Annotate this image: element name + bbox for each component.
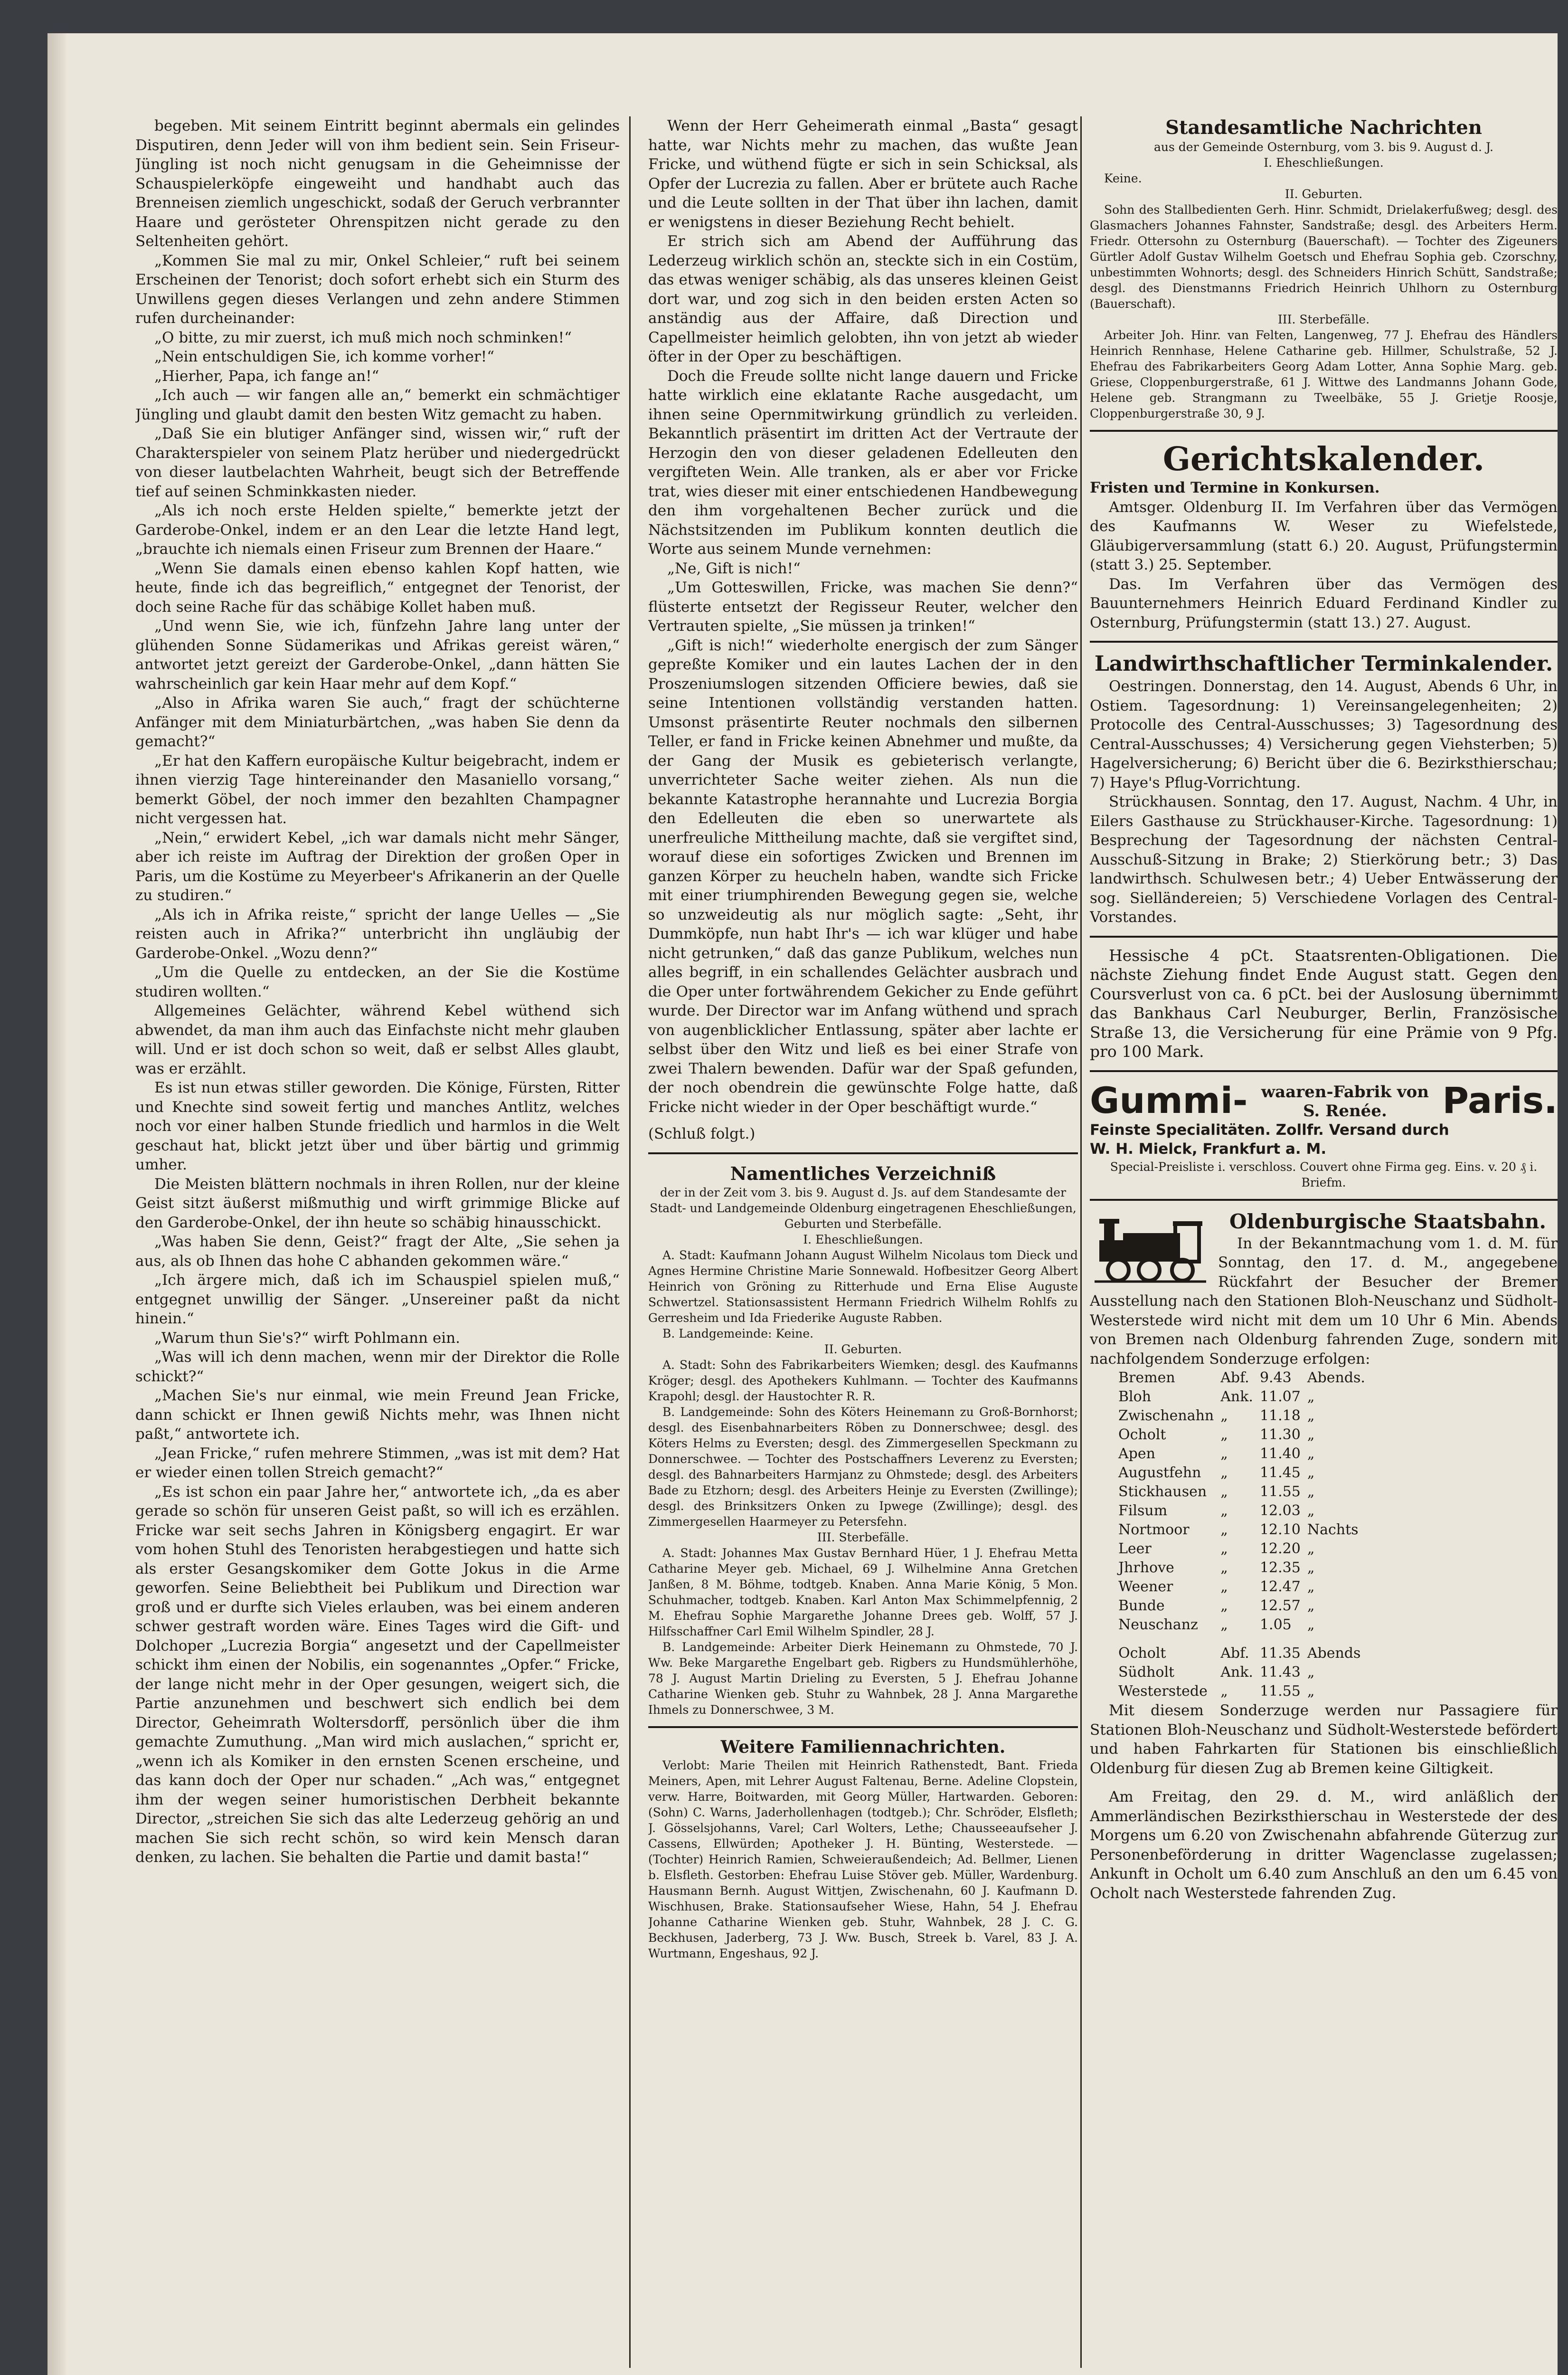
timetable-cell: 11.55	[1259, 1683, 1301, 1700]
timetable-cell: 12.10	[1259, 1521, 1301, 1538]
timetable-cell: Westerstede	[1118, 1683, 1208, 1700]
story-paragraph: „Um die Quelle zu entdecken, an der Sie die Kostüme studiren wollten.“	[135, 964, 620, 1000]
timetable-cell: „	[1220, 1483, 1228, 1500]
timetable-cell: „	[1307, 1464, 1315, 1481]
story-paragraph: „Ich auch — wir fangen alle an,“ bemerkt ein schmächtiger Jüngling und glaubt damit den besten Witz gemacht zu haben.	[135, 387, 620, 423]
story-paragraph: „O bitte, zu mir zuerst, ich muß mich noch schminken!“	[154, 329, 572, 346]
timetable-cell: „	[1307, 1616, 1315, 1633]
verzeichnis-title: Namentliches Verzeichniß	[730, 1162, 996, 1184]
timetable-cell: „	[1307, 1445, 1315, 1462]
bahn-title: Oldenburgische Staatsbahn.	[1229, 1209, 1547, 1233]
bahn-intro: In der Bekanntmachung vom 1. d. M. für Sonntag, den 17. d. M., angegebene Rückfahrt der Besucher der Bremer Ausstellung nach den Stationen Bloh-Neuschanz und Südholt-Westerstede wird nicht mit dem um 10 Uhr 6 Min. Abends von Bremen nach Oldenburg fahrenden Zuge, sondern mit nachfolgendem Sonderzuge erfolgen:	[1090, 1235, 1558, 1368]
timetable-cell: Ocholt	[1118, 1645, 1166, 1662]
timetable-cell: 12.57	[1259, 1597, 1301, 1614]
standesamt-h3: III. Sterbefälle.	[1277, 313, 1370, 326]
divider	[648, 1726, 1078, 1728]
timetable-cell: „	[1220, 1597, 1228, 1614]
timetable-cell: 12.20	[1259, 1540, 1301, 1557]
timetable-cell: Leer	[1118, 1540, 1152, 1557]
standesamt-t3: Arbeiter Joh. Hinr. van Felten, Langenweg, 77 J. Ehefrau des Händlers Heinrich Rennhase, Helene Catharine geb. Hillmer, Schulstraße, 52 J. Ehefrau des Fabrikarbeiters Georg Adam Lotter, Anna Sophie Marg. geb. Griese, Cloppenburgerstraße, 61 J. Wittwe des Landmanns Johann Gode, Helene geb. Strangmann zu Tweelbäke, 55 J. Grietje Roosje, Cloppenburgerstraße 30, 9 J.	[1090, 328, 1558, 420]
gummi-ad	[1090, 1081, 1558, 1190]
familien-text: Verlobt: Marie Theilen mit Heinrich Rathenstedt, Bant. Frieda Meiners, Apen, mit Lehrer August Faltenau, Berne. Adeline Clopstein, verw. Harre, Boitwarden, mit Georg Müller, Hartwarden. Geboren: (Sohn) C. Warns, Jaderhollenhagen (todtgeb.); Chr. Schröder, Elsfleth; J. Gösselsjohanns, Varel; Carl Wolters, Lethe; Chausseeaufseher J. Cassens, Ellwürden; Apotheker J. H. Bünting, Westerstede. — (Tochter) Heinrich Ramien, Schweieraußendeich; Ad. Bellmer, Lienen b. Elsfleth. Gestorben: Ehefrau Luise Stöver geb. Müller, Wardenburg. Hausmann Bernh. August Wittjen, Zwischenahn, 60 J. Kaufmann D. Wischhusen, Brake. Stationsaufseher Wiese, Hahn, 54 J. Ehefrau Johanne Catharine Wienken geb. Stuhr, Wahnbek, 28 J. C. G. Beckhusen, Jaderberg, 73 J. Ww. Busch, Streek b. Varel, 83 J. A. Wurtmann, Engeshaus, 92 J.	[648, 1758, 1078, 1960]
timetable-cell: „	[1307, 1664, 1315, 1681]
timetable-cell: Zwischenahn	[1118, 1407, 1214, 1424]
timetable-row	[1118, 1463, 1372, 1482]
timetable-cell: „	[1220, 1464, 1228, 1481]
timetable-cell: 11.35	[1259, 1645, 1301, 1662]
timetable-row	[1118, 1444, 1372, 1463]
landw-title: Landwirthschaftlicher Terminkalender.	[1094, 652, 1553, 676]
verzeichnis-p3b: B. Landgemeinde: Arbeiter Dierk Heinemann zu Ohmstede, 70 J. Ww. Beke Margarethe Engelbart geb. Rigbers zu Hundsmühlerhöhe, 78 J. August Martin Drieling zu Eversten, 5 J. Ehefrau Johanne Catharine Wienken geb. Stuhr zu Wahnbek, 28 J. Anna Margarethe Ihmels zu Donnerschwee, 3 M.	[648, 1640, 1078, 1717]
standesamt-sub: aus der Gemeinde Osternburg, vom 3. bis 9. August d. J.	[1154, 140, 1493, 154]
timetable	[1118, 1368, 1372, 1701]
verzeichnis-p1b: B. Landgemeinde: Keine.	[662, 1326, 814, 1340]
timetable-cell: „	[1220, 1559, 1228, 1576]
story-paragraph: begeben. Mit seinem Eintritt beginnt abermals ein gelindes Disputiren, denn Jeder will von ihm bedient sein. Sein Friseur-Jüngling ist noch nicht genugsam in die Geheimnisse der Schauspielerköpfe eingeweiht und handhabt auch das Brenneisen ziemlich ungeschickt, sodaß der Geruch verbrannter Haare und gerösteter Ohrenspitzen nicht gerade zu den Seltenheiten gehört.	[135, 117, 620, 250]
timetable-row	[1118, 1520, 1372, 1539]
story-paragraph: „Machen Sie's nur einmal, wie mein Freund Jean Fricke, dann schickt er Ihnen gewiß Nichts mehr, was Ihnen nicht paßt,“ antwortete ich.	[135, 1387, 620, 1443]
timetable-cell: Weener	[1118, 1578, 1173, 1595]
timetable-cell: Abf.	[1220, 1369, 1249, 1386]
timetable-row	[1118, 1558, 1372, 1577]
verzeichnis-intro: der in der Zeit vom 3. bis 9. August d. Js. auf dem Standesamte der Stadt- und Landgemeinde Oldenburg eingetragenen Eheschließungen, Geburten und Sterbefälle.	[650, 1185, 1077, 1231]
story-paragraph: „Ich ärgere mich, daß ich im Schauspiel spielen muß,“ entgegnet unwillig der Sänger. „Unsereiner paßt da nicht hinein.“	[135, 1272, 620, 1327]
timetable-cell: „	[1307, 1559, 1315, 1576]
timetable-cell: „	[1307, 1578, 1315, 1595]
gericht-t2: Das. Im Verfahren über das Vermögen des Bauunternehmers Heinrich Eduard Ferdinand Kindler zu Osternburg, Prüfungstermin (statt 13.) 27. August.	[1090, 575, 1558, 631]
landw-t1: Oestringen. Donnerstag, den 14. August, Abends 6 Uhr, in Ostiem. Tagesordnung: 1) Vereinsangelegenheiten; 2) Protocolle des Central-Ausschusses; 3) Tagesordnung des Central-Ausschusses; 4) Versicherung gegen Viehsterben; 5) Hagelversicherung; 6) Bericht über die 6. Bezirksthierschau; 7) Haye's Pflug-Vorrichtung.	[1090, 678, 1558, 791]
story-paragraph: „Ne, Gift is nich!“	[667, 560, 801, 577]
story-paragraph: „Und wenn Sie, wie ich, fünfzehn Jahre lang unter der glühenden Sonne Südamerikas und Afrikas gereist wären,“ antwortet jetzt gereizt der Garderobe-Onkel, „dann hätten Sie wahrscheinlich gar kein Haar mehr auf dem Kopf.“	[135, 618, 620, 693]
timetable-cell: 11.40	[1259, 1445, 1301, 1462]
familien-section	[648, 1737, 1078, 1961]
landw-section	[1090, 651, 1558, 927]
timetable-row	[1118, 1482, 1372, 1501]
gummi-paris: Paris.	[1442, 1079, 1558, 1121]
timetable-row	[1118, 1663, 1372, 1682]
timetable-cell: „	[1220, 1502, 1228, 1519]
story-paragraph: „Wenn Sie damals einen ebenso kahlen Kopf hatten, wie heute, finde ich das begreiflich,“ entgegnet der Tenorist, der doch seine Rache für das schäbige Kollet haben muß.	[135, 560, 620, 616]
timetable-cell: 11.45	[1259, 1464, 1301, 1481]
bahn-after: Mit diesem Sonderzuge werden nur Passagiere für Stationen Bloh-Neuschanz und Südholt-Westerstede befördert und haben Fahrkarten für Stationen bis einschließlich Oldenburg für diesen Zug ab Bremen keine Giltigkeit.	[1090, 1702, 1558, 1777]
timetable-cell: Nachts	[1307, 1521, 1359, 1538]
column-divider	[629, 116, 631, 2368]
gericht-section	[1090, 440, 1558, 632]
story-paragraph: Die Meisten blättern nochmals in ihren Rollen, nur der kleine Geist sitzt äußerst mißmuthig und wirft grimmige Blicke auf den Garderobe-Onkel, der ihn heute so schäbig hinausschickt.	[135, 1175, 620, 1231]
story-paragraph: „Was haben Sie denn, Geist?“ fragt der Alte, „Sie sehen ja aus, als ob Ihnen das hohe C abhanden gekommen wäre.“	[135, 1233, 620, 1270]
timetable-cell: „	[1220, 1683, 1228, 1700]
story-paragraph: „Hierher, Papa, ich fange an!“	[154, 367, 379, 385]
verzeichnis-p1: A. Stadt: Kaufmann Johann August Wilhelm Nicolaus tom Dieck und Agnes Hermine Christine Marie Sonnewald. Hofbesitzer Georg Albert Heinrich von Gröning zu Ritterhude und Erna Elise Auguste Schwertzel. Stationsassistent Hermann Friedrich Wilhelm Rohlfs zu Gerresheim und Ida Friederike Auguste Rabben.	[648, 1248, 1078, 1325]
standesamt-t1: Keine.	[1104, 171, 1142, 185]
timetable-cell: Stickhausen	[1118, 1483, 1207, 1500]
bahn-section	[1090, 1209, 1558, 1903]
standesamt-h2: II. Geburten.	[1285, 187, 1363, 201]
bahn-freitag: Am Freitag, den 29. d. M., wird anläßlich der Ammerländischen Bezirksthierschau in Westerstede der des Morgens um 6.20 von Zwischenahn abfahrende Güterzug zur Personenbeförderung in dritter Wagenclasse zugelassen; Ankunft in Ocholt um 6.40 zum Anschluß an den um 6.45 von Ocholt nach Westerstede fahrenden Zug.	[1090, 1788, 1558, 1902]
timetable-cell: Filsum	[1118, 1502, 1168, 1519]
standesamt-h1: I. Eheschließungen.	[1264, 156, 1384, 170]
gericht-title: Gerichtskalender.	[1162, 440, 1485, 478]
standesamt-title: Standesamtliche Nachrichten	[1165, 116, 1482, 139]
timetable-cell: Ank.	[1220, 1664, 1253, 1681]
timetable-cell: „	[1220, 1426, 1228, 1443]
timetable-cell: Apen	[1118, 1445, 1155, 1462]
standesamt-t2: Sohn des Stallbedienten Gerh. Hinr. Schmidt, Drielakerfußweg; desgl. des Glasmachers Johannes Fahnster, Sandstraße; desgl. des Arbeiters Herm. Friedr. Ottersohn zu Osternburg (Bauerschaft). — Tochter des Zigeuners Gürtler Adolf Gustav Wilhelm Goetsch und Ehefrau Sophia geb. Czorschny, unbestimmten Wohnorts; desgl. des Schneiders Hinrich Schütt, Sandstraße; desgl. des Dienstmanns Friedrich Heinrich Uhlhorn zu Osternburg (Bauerschaft).	[1090, 203, 1558, 311]
divider	[1090, 1070, 1558, 1072]
story-paragraph: „Also in Afrika waren Sie auch,“ fragt der schüchterne Anfänger mit dem Miniaturbärtchen, „was haben Sie denn da gemacht?“	[135, 694, 620, 750]
verzeichnis-p2b: B. Landgemeinde: Sohn des Köters Heinemann zu Groß-Bornhorst; desgl. des Eisenbahnarbeiters Röben zu Donnerschwee; desgl. des Köters Helms zu Eversten; desgl. des Zimmergesellen Speckmann zu Donnerschwee. — Tochter des Postschaffners Leverenz zu Eversten; desgl. des Bahnarbeiters Harmjanz zu Ohmstede; desgl. des Arbeiters Bade zu Etzhorn; desgl. des Arbeiters Heinje zu Eversten (Zwillinge); desgl. des Brinksitzers Onken zu Ipwege (Zwillinge); desgl. des Zimmergesellen Haarmeyer zu Petersfehn.	[648, 1405, 1078, 1529]
gummi-line-f: W. H. Mielck, Frankfurt a. M.	[1090, 1140, 1327, 1158]
familien-title: Weitere Familiennachrichten.	[720, 1737, 1006, 1757]
timetable-cell: „	[1307, 1502, 1315, 1519]
timetable-cell: 11.07	[1259, 1388, 1301, 1405]
story-paragraph: „Als ich in Afrika reiste,“ spricht der lange Uelles — „Sie reisten auch in Afrika?“ unterbricht ihn ungläubig der Garderobe-Onkel. „Wozu denn?“	[135, 906, 620, 962]
landw-t2: Strückhausen. Sonntag, den 17. August, Nachm. 4 Uhr, in Eilers Gasthause zu Strückhauser-Kirche. Tagesordnung: 1) Besprechung der Tagesordnung der nächsten Central-Ausschuß-Sitzung in Brake; 2) Stierkörung betr.; 3) Das landwirthsch. Schulwesen betr.; 4) Ueber Entwässerung der sog. Sielländereien; 5) Verschiedene Vorlagen des Central-Vorstandes.	[1090, 793, 1558, 926]
verzeichnis-p3: A. Stadt: Johannes Max Gustav Bernhard Hüer, 1 J. Ehefrau Metta Catharine Meyer geb. Michael, 69 J. Wilhelmine Anna Gretchen Janßen, 8 M. Böhme, todtgeb. Knaben. Anna Marie König, 5 Mon. Schuhmacher, todtgeb. Knaben. Karl Anton Max Schimmelpfennig, 2 M. Ehefrau Sophie Margarethe Johanne Drees geb. Wolff, 57 J. Hilfsschaffner Carl Emil Wilhelm Spindler, 28 J.	[648, 1546, 1078, 1638]
timetable-row	[1118, 1539, 1372, 1558]
timetable-cell: „	[1307, 1407, 1315, 1424]
timetable-cell: Neuschanz	[1118, 1616, 1198, 1633]
standesamt-section	[1090, 116, 1558, 421]
timetable-row	[1118, 1368, 1372, 1387]
gummi-fabrik: waaren-Fabrik von	[1261, 1082, 1429, 1102]
timetable-cell: Südholt	[1118, 1664, 1175, 1681]
timetable-cell: Abends	[1307, 1645, 1361, 1662]
story-paragraph: Er strich sich am Abend der Aufführung das Lederzeug wirklich schön an, steckte sich in ein Costüm, das etwas weniger schäbig, als das unseres kleinen Geist dort war, und zog sich in den beiden ersten Acten so anständig aus der Affaire, daß Direction und Capellmeister heimlich gelobten, ihn von jetzt ab wieder öfter in der Oper zu beschäftigen.	[648, 233, 1078, 365]
story-paragraph: „Was will ich denn machen, wenn mir der Direktor die Rolle schickt?“	[135, 1349, 620, 1385]
timetable-cell: „	[1220, 1578, 1228, 1595]
timetable-cell: „	[1307, 1597, 1315, 1614]
timetable-cell: „	[1307, 1683, 1315, 1700]
story-paragraph: „Gift is nich!“ wiederholte energisch der zum Sänger gepreßte Komiker und ein lautes Lachen der in den Proszeniumslogen sitzenden Officiere bewies, daß sie seine Intentionen vollständig verstanden hatten. Umsonst präsentirte Reuter nochmals den silbernen Teller, er fand in Fricke keinen Abnehmer und mußte, da der Gang der Musik es gebieterisch verlangte, unverrichteter Sache weiter ziehen. Als nun die bekannte Katastrophe herannahte und Lucrezia Borgia den Edelleuten die eben so unerwartete als unerfreuliche Mittheilung machte, daß sie vergiftet sind, worauf diese ein sofortiges Zwicken und Brennen im ganzen Körper zu heucheln haben, wandte sich Fricke mit einer triumphirenden Bewegung gegen sie, welche so unzweideutig als nur möglich sagte: „Seht, ihr Dummköpfe, nun habt Ihr's — ich war klüger und habe nicht getrunken,“ daß das ganze Publikum, welches nun alles begriff, in ein schallendes Gelächter ausbrach und die Oper unter fortwährendem Gekicher zu Ende geführt wurde. Der Director war im Anfang wüthend und sprach von augenblicklicher Entlassung, später aber lachte er selbst über den Witz und ließ es bei einer Strafe von zwei Thalern bewenden. Dafür war der Spaß gefunden, der noch obendrein die gewünschte Folge hatte, daß Fricke nicht wieder in der Oper beschäftigt wurde.“	[648, 636, 1078, 1116]
timetable-cell: 11.30	[1259, 1426, 1301, 1443]
newspaper-page	[47, 33, 1558, 2375]
column-ads	[1090, 116, 1558, 2368]
story-paragraph: „Er hat den Kaffern europäische Kultur beigebracht, indem er ihnen vierzig Tage hintereinander den Masaniello vorsang,“ bemerkt Göbel, der noch immer den bezahlten Champagner nicht vergessen hat.	[135, 752, 620, 827]
column-story-2	[648, 116, 1078, 2368]
timetable-row	[1118, 1501, 1372, 1520]
story-paragraph: Es ist nun etwas stiller geworden. Die Könige, Fürsten, Ritter und Knechte sind soweit fertig und manches Antlitz, welches noch vor einer halben Stunde friedlich und harmlos in die Welt geschaut hat, blickt jetzt über und über bärtig und grimmig umher.	[135, 1079, 620, 1173]
timetable-cell: 11.43	[1259, 1664, 1301, 1681]
divider	[1090, 936, 1558, 938]
story-paragraph: „Nein entschuldigen Sie, ich komme vorher!“	[154, 348, 495, 365]
story-paragraph: Allgemeines Gelächter, während Kebel wüthend sich abwendet, da man ihm auch das Einfachste nicht mehr glauben will. Und er ist doch schon so weit, daß er selbst Alles glaubt, was er erzählt.	[135, 1002, 620, 1077]
story-paragraph: „Es ist schon ein paar Jahre her,“ antwortete ich, „da es aber gerade so schön für unseren Geist paßt, so will ich es erzählen. Fricke war seit sechs Jahren in Königsberg engagirt. Er war vom hohen Stuhl des Tenoristen herabgestiegen und hatte sich als erster Gesangskomiker dem Gotte Jokus in die Arme geworfen. Seine Beliebtheit bei Publikum und Direction war groß und er durfte sich Vieles erlauben, was bei einem anderen schwer gestraft worden wäre. Eines Tages wird die Gift- und Dolchoper „Lucrezia Borgia“ angesetzt und der Capellmeister schickt ihm einen der Nobilis, ein sogenanntes „Opfer.“ Fricke, der lange nicht mehr in der Oper gesungen, weigert sich, die Partie anzunehmen und beschwert sich endlich bei dem Director, Geheimrath Woltersdorff, persönlich über die ihm gemachte Zumuthung. „Man wird mich auslachen,“ spricht er, „wenn ich als Komiker in den ernsten Scenen erscheine, und das kann doch der Oper nur schaden.“ „Ach was,“ entgegnet ihm der wegen seiner humoristischen Derbheit bekannte Director, „streichen Sie sich das alte Lederzeug gehörig an und machen Sie sich recht schön, so wird kein Mensch daran denken, zu lachen. Sie behalten die Partie und damit basta!“	[135, 1483, 620, 1866]
column-story-1	[135, 116, 620, 2368]
timetable-cell: 12.47	[1259, 1578, 1301, 1595]
timetable-cell: Bremen	[1118, 1369, 1175, 1386]
timetable-cell: Augustfehn	[1118, 1464, 1201, 1481]
story-paragraph: „Warum thun Sie's?“ wirft Pohlmann ein.	[154, 1329, 461, 1347]
verzeichnis-p2: A. Stadt: Sohn des Fabrikarbeiters Wiemken; desgl. des Kaufmanns Kröger; desgl. des Apothekers Kuhlmann. — Tochter des Kaufmanns Krapohl; desgl. der Haustochter R. R.	[648, 1358, 1078, 1403]
verzeichnis-h2: II. Geburten.	[824, 1342, 902, 1356]
timetable-cell: Ank.	[1220, 1388, 1253, 1405]
timetable-cell: 12.35	[1259, 1559, 1301, 1576]
locomotive-icon	[1090, 1214, 1209, 1285]
timetable-cell: „	[1220, 1445, 1228, 1462]
timetable-row	[1118, 1406, 1372, 1425]
timetable-cell: „	[1307, 1540, 1315, 1557]
verzeichnis-h1: I. Eheschließungen.	[803, 1232, 923, 1246]
gericht-sub: Fristen und Termine in Konkursen.	[1090, 479, 1380, 496]
timetable-cell: „	[1220, 1521, 1228, 1538]
timetable-cell: „	[1220, 1616, 1228, 1633]
timetable-row	[1118, 1596, 1372, 1615]
timetable-row	[1118, 1682, 1372, 1701]
divider	[648, 1152, 1078, 1154]
timetable-cell: Bunde	[1118, 1597, 1165, 1614]
schluss-folgt: (Schluß folgt.)	[648, 1125, 756, 1142]
timetable-cell: 9.43	[1259, 1369, 1292, 1386]
timetable-cell: „	[1307, 1426, 1315, 1443]
timetable-cell: „	[1307, 1483, 1315, 1500]
gummi-line-e: Feinste Specialitäten. Zollfr. Versand durch	[1090, 1121, 1449, 1139]
divider	[1090, 430, 1558, 432]
timetable-cell: Jhrhove	[1118, 1559, 1174, 1576]
timetable-cell: „	[1220, 1407, 1228, 1424]
timetable-cell: 12.03	[1259, 1502, 1301, 1519]
binding-edge	[47, 33, 66, 2375]
timetable-cell: 1.05	[1259, 1616, 1292, 1633]
story-paragraph: „Daß Sie ein blutiger Anfänger sind, wissen wir,“ ruft der Charakterspieler von seinem Platz herüber und niedergedrückt von dieser lautbelachten Wahrheit, beugt sich der Betreffende tief auf seinen Schminkkasten nieder.	[135, 425, 620, 500]
story-paragraph: „Jean Fricke,“ rufen mehrere Stimmen, „was ist mit dem? Hat er wieder einen tollen Streich gemacht?“	[135, 1444, 620, 1481]
timetable-row	[1118, 1387, 1372, 1406]
column-divider	[1080, 116, 1082, 2368]
verzeichnis-h3: III. Sterbefälle.	[817, 1530, 909, 1544]
verzeichnis-section	[648, 1163, 1078, 1718]
hessisch-ad: Hessische 4 pCt. Staatsrenten-Obligationen. Die nächste Ziehung findet Ende August statt. Gegen den Coursverlust von ca. 6 pCt. bei der Auslosung übernimmt das Bankhaus Carl Neuburger, Berlin, Französische Straße 13, die Versicherung für eine Prämie von 9 Pfg. pro 100 Mark.	[1090, 946, 1558, 1061]
timetable-cell: 11.18	[1259, 1407, 1301, 1424]
timetable-row	[1118, 1425, 1372, 1444]
timetable-row	[1118, 1577, 1372, 1596]
gummi-renee: S. Renée.	[1303, 1101, 1387, 1121]
timetable-cell: Abf.	[1220, 1645, 1249, 1662]
timetable-cell: Ocholt	[1118, 1426, 1166, 1443]
story-paragraph: „Um Gotteswillen, Fricke, was machen Sie denn?“ flüsterte entsetzt der Regisseur Reuter, welcher den Vertrauten spielte, „Sie müssen ja trinken!“	[648, 579, 1078, 635]
timetable-cell: 11.55	[1259, 1483, 1301, 1500]
divider	[1090, 641, 1558, 643]
story-paragraph: „Nein,“ erwidert Kebel, „ich war damals nicht mehr Sänger, aber ich reiste im Auftrag der Direktion der großen Oper in Paris, um die Kostüme zu Meyerbeer's Afrikanerin an der Quelle zu studiren.“	[135, 829, 620, 904]
story-paragraph: „Als ich noch erste Helden spielte,“ bemerkte jetzt der Garderobe-Onkel, indem er an den Lear die letzte Hand legt, „brauchte ich niemals einen Friseur zum Brennen der Haare.“	[135, 502, 620, 558]
story-paragraph: Doch die Freude sollte nicht lange dauern und Fricke hatte wirklich eine eklatante Rache ausgedacht, um ihnen seine Opernmitwirkung gründlich zu verleiden. Bekanntlich präsentirt im dritten Act der Vertraute der Herzogin den von dieser geladenen Edelleuten den vergifteten Wein. Alle tranken, als er aber vor Fricke trat, wies dieser mit einer entschiedenen Handbewegung den ihm vorgehaltenen Becher zurück und die Nächstsitzenden im Publikum konnten deutlich die Worte aus seinem Munde vernehmen:	[648, 367, 1078, 558]
timetable-row	[1118, 1615, 1372, 1634]
timetable-cell: Bloh	[1118, 1388, 1152, 1405]
story-paragraph: Wenn der Herr Geheimerath einmal „Basta“ gesagt hatte, war Nichts mehr zu machen, das wußte Jean Fricke, und wüthend fügte er sich in sein Schicksal, als Opfer der Lucrezia zu fallen. Aber er brütete auch Rache und die Leute sollten in der That über ihn lachen, damit er wenigstens in dieser Beziehung Recht behielt.	[648, 117, 1078, 231]
gummi-line-g: Special-Preisliste i. verschloss. Couvert ohne Firma geg. Eins. v. 20 ₰ i. Briefm.	[1110, 1159, 1538, 1189]
divider	[1090, 1199, 1558, 1201]
timetable-cell: „	[1307, 1388, 1315, 1405]
timetable-row	[1118, 1634, 1372, 1663]
timetable-cell: Nortmoor	[1118, 1521, 1190, 1538]
timetable-cell: „	[1220, 1540, 1228, 1557]
gummi-word: Gummi-	[1090, 1079, 1248, 1121]
timetable-cell: Abends.	[1307, 1369, 1365, 1386]
story-paragraph: „Kommen Sie mal zu mir, Onkel Schleier,“ ruft bei seinem Erscheinen der Tenorist; doch sofort erhebt sich ein Sturm des Unwillens gegen dieses Verlangen und zehn andere Stimmen rufen durcheinander:	[135, 252, 620, 327]
gericht-t1: Amtsger. Oldenburg II. Im Verfahren über das Vermögen des Kaufmanns W. Weser zu Wiefelstede, Gläubigerversammlung (statt 6.) 20. August, Prüfungstermin (statt 3.) 25. September.	[1090, 498, 1558, 573]
